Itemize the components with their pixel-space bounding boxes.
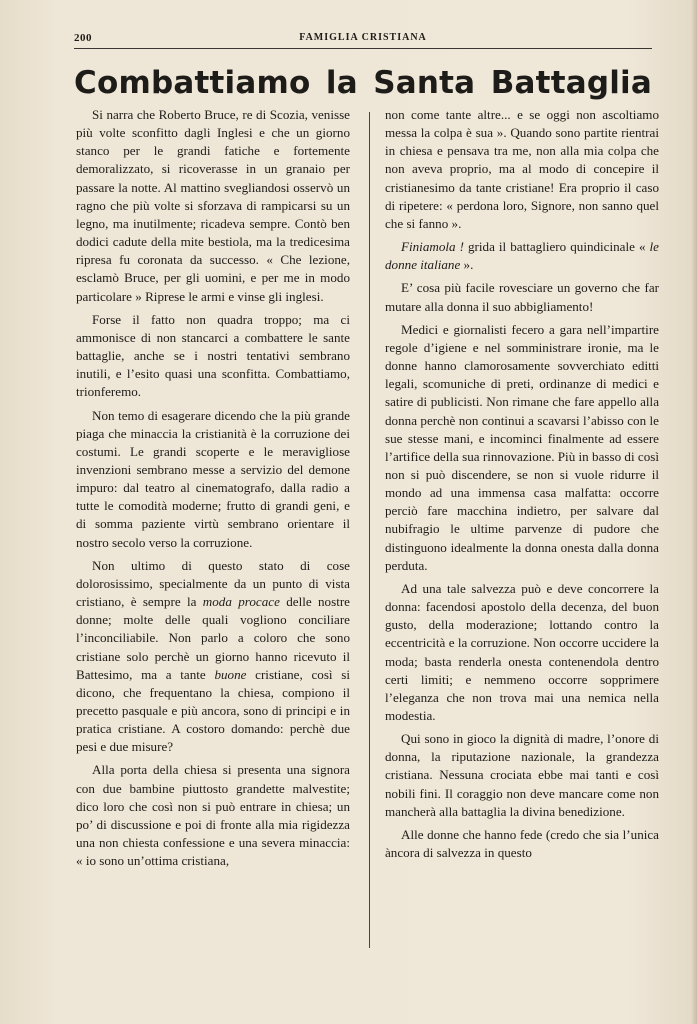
paragraph: Si narra che Roberto Bruce, re di Scozia, venisse più volte sconfitto dagli Inglesi e che un giorno stanco per le grandi fatiche e fortemente demoralizzato, si ricoverasse in un granaio per passare la notte. Al mattino svegliandosi osservò un ragno che più volte si sforzava di rampicarsi su un legno, ma inutilmente; ricadeva sempre. Contò ben dodici cadute della mite bestiola, ma la tredicesima ripresa fu coronata da successo. « Che lezione, esclamò Bruce, per gli uomini, e per me in modo particolare » Riprese le armi e vinse gli inglesi. bbox=[76, 107, 350, 304]
header-rule bbox=[74, 48, 652, 49]
running-head: FAMIGLIA CRISTIANA bbox=[299, 32, 427, 43]
page-header bbox=[74, 32, 652, 46]
paragraph: Qui sono in gioco la dignità di madre, l’onore di donna, la riputazione nazionale, la grandezza cristiana. Nessuna crociata ebbe mai tanti e così nobili fini. Il coraggio non deve mancare come non mancherà alla battaglia la divina benedizione. bbox=[385, 731, 659, 819]
text-run: delle nostre donne; molte delle quali vogliono conciliare l’inconciliabile. Non parlo a coloro che sono cristiane solo perchè un giorno hanno ricevuto il Battesimo, ma a tante bbox=[76, 594, 350, 682]
article-title: Combattiamo la Santa Battaglia bbox=[74, 65, 652, 101]
emphasis-buone: buone bbox=[214, 666, 247, 682]
paragraph: E’ cosa più facile rovesciare un governo che far mutare alla donna il suo abbigliamento! bbox=[385, 280, 659, 314]
left-column bbox=[76, 106, 350, 958]
emphasis-le-donne-italiane: le donne italiane bbox=[385, 239, 659, 273]
page-number: 200 bbox=[74, 32, 92, 44]
paragraph: Ad una tale salvezza può e deve concorrere la donna: facendosi apostolo della decenza, del buon gusto, della moderazione; lottando contro la eccentricità e la corruzione. Non occorre uccidere la moda; basta renderla onesta contenendola dentro certi limiti; e nemmeno occorre sopprimere l’eleganza che non trova mai una nemica nella modestia. bbox=[385, 580, 659, 723]
text-run: ». bbox=[460, 257, 474, 273]
paragraph: Non temo di esagerare dicendo che la più grande piaga che minaccia la cristianità è la corruzione dei costumi. Le grandi scoperte e le meravigliose invenzioni sembrano messe a servizio del demone impuro: dal teatro al cinematografo, dalla radio a tutte le comodità moderne; frutto di grandi geni, e di somma paziente virtù sembrano orientare il nostro secolo verso la corruzione. bbox=[76, 407, 350, 550]
paragraph: Forse il fatto non quadra troppo; ma ci ammonisce di non stancarci a combattere le sante battaglie, anche se i nostri tentativi sembrano inutili, e l’esito quasi una sconfitta. Combattiamo, trionferemo. bbox=[76, 311, 350, 400]
paragraph: Alla porta della chiesa si presenta una signora con due bambine piuttosto grandette malvestite; dico loro che così non si può entrare in chiesa; un po’ di discussione e poi di fronte alla mia rigidezza una non chiesta confessione e una severa minaccia: « io sono un’ottima cristiana, bbox=[76, 762, 350, 869]
paragraph bbox=[76, 557, 350, 757]
text-run: grida il battagliero quindicinale « bbox=[463, 239, 650, 255]
page-edge-shadow bbox=[691, 0, 697, 1024]
right-column bbox=[385, 106, 659, 958]
emphasis-finiamola: Finiamola ! bbox=[401, 239, 464, 255]
paragraph: non come tante altre... e se oggi non ascoltiamo messa la colpa è sua ». Quando sono partite rientrai in chiesa e pensava tra me, non alla mia colpa che non aveva proprio, ma al modo di concepire il cristianesimo da tante cristiane! Era proprio il caso di ripetere: « perdona loro, Signore, non sanno quel che si fanno ». bbox=[385, 107, 659, 231]
emphasis-moda-procace: moda procace bbox=[202, 594, 280, 610]
text-run: Non ultimo di questo stato di cose dolorosissimo, specialmente da un punto di vista cristiano, è sempre la bbox=[76, 557, 350, 610]
paragraph bbox=[385, 238, 659, 274]
paragraph: Medici e giornalisti fecero a gara nell’impartire regole d’igiene e nel somministrare ironie, ma le donne hanno clamorosamente sovverchiato editti legali, scomuniche di preti, ordinanze di medici e satire di publicisti. Non rimane che fare appello alla donna perchè non continui a scavarsi l’abisso con le sue stesse mani, e incominci finalmente ad essere l’artifice della sua rinnovazione. Più in basso di così non si può discendere, se non si vuole ridurre il mondo ad una immensa casa malfatta: occorre perciò fare macchina indietro, per salvare dal nubifragio le ultime parvenze di pudore che distinguono idealmente la donna onesta dalla donna perduta. bbox=[385, 321, 659, 573]
text-run: cristiane, così si dicono, che frequentano la chiesa, compiono il precetto pasquale e più ancora, sono di principi e in pratica cristiane. A costoro domando: perchè due pesi e due misure? bbox=[76, 666, 350, 755]
column-divider bbox=[369, 112, 370, 948]
paragraph: Alle donne che hanno fede (credo che sia l’unica àncora di salvezza in questo bbox=[385, 826, 659, 861]
